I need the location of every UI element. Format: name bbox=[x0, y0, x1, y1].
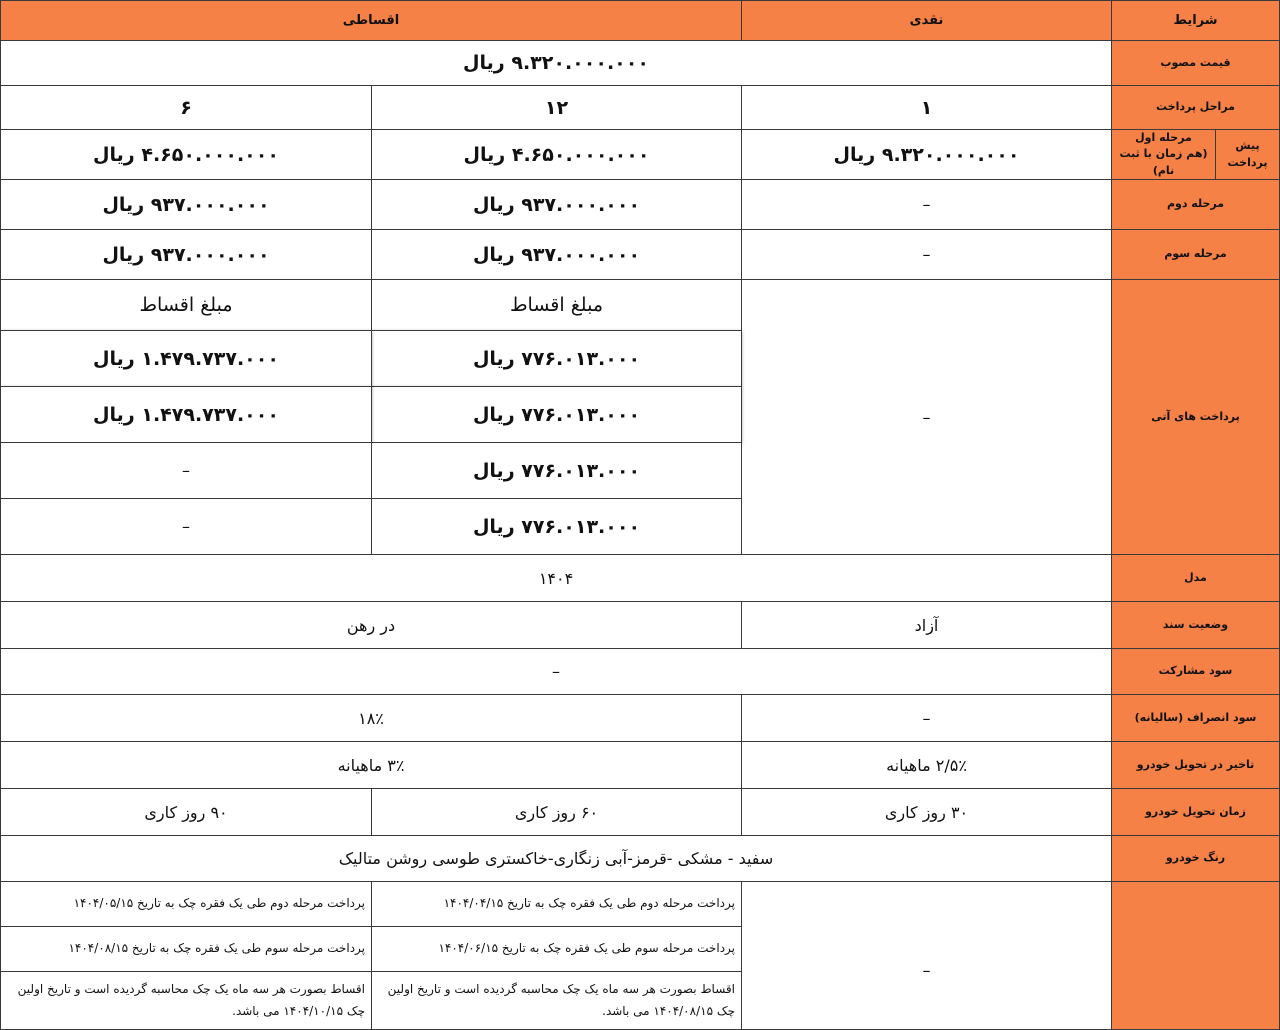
stage3-inst12-text: ۹۳۷.۰۰۰.۰۰۰ ریال bbox=[472, 243, 641, 266]
future-payments-cash bbox=[741, 279, 1112, 555]
future-inst6-value: ۱.۴۷۹.۷۳۷.۰۰۰ ریال bbox=[93, 403, 279, 426]
model-value bbox=[0, 554, 1112, 602]
prepayment-inst6 bbox=[0, 129, 372, 180]
cancellation-profit-installment-text: ۱۸٪ bbox=[358, 708, 384, 728]
future-inst6-row bbox=[0, 330, 372, 387]
label-cancellation-profit bbox=[1111, 694, 1280, 742]
stage3-cash bbox=[741, 229, 1112, 280]
notes-inst12-text: پرداخت مرحله دوم طی یک فقره چک به تاریخ ۱۴۰۴/۰۴/۱۵ bbox=[443, 896, 735, 911]
stage3-inst12 bbox=[371, 229, 742, 280]
label-approved-price bbox=[1111, 40, 1280, 86]
label-stage1-text: مرحله اول bbox=[1135, 130, 1192, 144]
delivery-delay-installment bbox=[0, 741, 742, 789]
document-status-cash bbox=[741, 601, 1112, 649]
label-payment-stages-text: مراحل پرداخت bbox=[1156, 100, 1235, 114]
prepayment-cash-text: ۹.۳۲۰.۰۰۰.۰۰۰ ریال bbox=[833, 143, 1020, 166]
prepayment-inst6-text: ۴.۶۵۰.۰۰۰.۰۰۰ ریال bbox=[93, 143, 279, 166]
notes-inst6-line bbox=[0, 881, 372, 927]
stage2-inst12 bbox=[371, 179, 742, 230]
model-value-text: ۱۴۰۴ bbox=[538, 568, 574, 588]
header-installment bbox=[0, 0, 742, 41]
label-model bbox=[1111, 554, 1280, 602]
future-inst12-header bbox=[371, 279, 742, 331]
stage3-cash-text: – bbox=[922, 245, 931, 264]
delivery-time-cash bbox=[741, 788, 1112, 836]
label-future-payments bbox=[1111, 279, 1280, 555]
future-inst6-row bbox=[0, 386, 372, 443]
label-future-payments-text: پرداخت های آتی bbox=[1151, 409, 1240, 423]
cancellation-profit-cash-text: – bbox=[922, 708, 931, 728]
delivery-time-inst12 bbox=[371, 788, 742, 836]
label-stage3-text: مرحله سوم bbox=[1164, 247, 1227, 261]
label-delivery-time-text: زمان تحویل خودرو bbox=[1145, 804, 1246, 818]
label-cancellation-profit-text: سود انصراف (سالیانه) bbox=[1134, 710, 1257, 724]
label-document-status bbox=[1111, 601, 1280, 649]
future-inst12-value: ۷۷۶.۰۱۳.۰۰۰ ریال bbox=[472, 459, 641, 482]
future-inst12-value: ۷۷۶.۰۱۳.۰۰۰ ریال bbox=[472, 347, 641, 370]
header-conditions-text: شرایط bbox=[1173, 13, 1218, 28]
label-approved-price-text: قیمت مصوب bbox=[1160, 55, 1231, 69]
future-inst6-value: ۱.۴۷۹.۷۳۷.۰۰۰ ریال bbox=[93, 347, 279, 370]
label-delivery-delay-text: تاخیر در تحویل خودرو bbox=[1136, 757, 1255, 771]
stage2-inst6-text: ۹۳۷.۰۰۰.۰۰۰ ریال bbox=[102, 193, 270, 216]
label-stage1-sub: (هم زمان با ثبت نام) bbox=[1119, 147, 1208, 177]
payment-stages-cash bbox=[741, 85, 1112, 130]
prepayment-inst12-text: ۴.۶۵۰.۰۰۰.۰۰۰ ریال bbox=[463, 143, 650, 166]
document-status-cash-text: آزاد bbox=[914, 615, 939, 635]
car-color-text: سفید - مشکی -قرمز-آبی زنگاری-خاکستری طوسی روشن متالیک bbox=[338, 849, 774, 868]
future-inst12-value: ۷۷۶.۰۱۳.۰۰۰ ریال bbox=[472, 515, 641, 538]
payment-stages-inst12-text: ۱۲ bbox=[544, 96, 569, 119]
stage2-cash-text: – bbox=[922, 195, 931, 214]
label-car-color-text: رنگ خودرو bbox=[1165, 851, 1226, 865]
stage2-cash bbox=[741, 179, 1112, 230]
notes-inst6-line bbox=[0, 926, 372, 972]
approved-price-text: ۹.۳۲۰.۰۰۰.۰۰۰ ریال bbox=[463, 52, 649, 74]
label-stage2-text: مرحله دوم bbox=[1166, 197, 1225, 211]
notes-inst6-text: پرداخت مرحله دوم طی یک فقره چک به تاریخ ۱۴۰۴/۰۵/۱۵ bbox=[73, 896, 365, 911]
stage2-inst6 bbox=[0, 179, 372, 230]
notes-inst6-text: اقساط بصورت هر سه ماه یک چک محاسبه گردیده است و تاریخ اولین چک ۱۴۰۴/۱۰/۱۵ می باشد. bbox=[17, 981, 365, 1018]
header-cash bbox=[741, 0, 1112, 41]
prepayment-cash bbox=[741, 129, 1112, 180]
delivery-delay-installment-text: ۳٪ ماهیانه bbox=[337, 755, 405, 775]
label-stage3 bbox=[1111, 229, 1280, 280]
stage2-inst12-text: ۹۳۷.۰۰۰.۰۰۰ ریال bbox=[472, 193, 641, 216]
future-inst12-value: ۷۷۶.۰۱۳.۰۰۰ ریال bbox=[472, 403, 641, 426]
label-notes bbox=[1111, 881, 1280, 1030]
future-payments-cash-text: – bbox=[922, 407, 931, 427]
label-prepayment bbox=[1215, 129, 1280, 180]
partnership-profit-value bbox=[0, 648, 1112, 695]
header-cash-text: نقدی bbox=[909, 13, 944, 28]
notes-inst6-text: پرداخت مرحله سوم طی یک فقره چک به تاریخ ۱۴۰۴/۰۸/۱۵ bbox=[68, 941, 365, 956]
label-delivery-delay bbox=[1111, 741, 1280, 789]
stage3-inst6 bbox=[0, 229, 372, 280]
payment-stages-inst6 bbox=[0, 85, 372, 130]
notes-inst12-text: پرداخت مرحله سوم طی یک فقره چک به تاریخ ۱۴۰۴/۰۶/۱۵ bbox=[438, 941, 735, 956]
future-inst12-row bbox=[371, 330, 742, 387]
payment-stages-cash-text: ۱ bbox=[920, 96, 933, 119]
notes-inst12-line bbox=[371, 971, 742, 1030]
notes-cash-text: – bbox=[922, 961, 931, 980]
future-inst12-row bbox=[371, 498, 742, 555]
label-partnership-profit bbox=[1111, 648, 1280, 695]
delivery-time-inst6-text: ۹۰ روز کاری bbox=[144, 802, 228, 822]
label-model-text: مدل bbox=[1184, 570, 1207, 584]
notes-inst12-text: اقساط بصورت هر سه ماه یک چک محاسبه گردیده است و تاریخ اولین چک ۱۴۰۴/۰۸/۱۵ می باشد. bbox=[387, 981, 735, 1018]
future-inst6-value: – bbox=[182, 461, 190, 480]
stage3-inst6-text: ۹۳۷.۰۰۰.۰۰۰ ریال bbox=[102, 243, 270, 266]
header-conditions bbox=[1111, 0, 1280, 41]
future-inst6-header-text: مبلغ اقساط bbox=[139, 294, 233, 316]
label-stage2 bbox=[1111, 179, 1280, 230]
document-status-installment-text: در رهن bbox=[346, 615, 396, 635]
future-inst6-header bbox=[0, 279, 372, 331]
label-partnership-profit-text: سود مشارکت bbox=[1158, 664, 1233, 678]
future-inst6-value: – bbox=[182, 517, 190, 536]
delivery-time-inst6 bbox=[0, 788, 372, 836]
delivery-delay-cash-text: ۲/۵٪ ماهیانه bbox=[886, 755, 967, 775]
notes-inst6-line bbox=[0, 971, 372, 1030]
partnership-profit-text: – bbox=[552, 662, 560, 681]
label-prepayment-text: پیش پرداخت bbox=[1227, 139, 1268, 169]
payment-stages-inst6-text: ۶ bbox=[180, 96, 192, 119]
cancellation-profit-installment bbox=[0, 694, 742, 742]
label-payment-stages bbox=[1111, 85, 1280, 130]
notes-inst12-line bbox=[371, 881, 742, 927]
delivery-time-inst12-text: ۶۰ روز کاری bbox=[514, 802, 599, 822]
notes-inst12-line bbox=[371, 926, 742, 972]
future-inst12-row bbox=[371, 386, 742, 443]
future-inst12-header-text: مبلغ اقساط bbox=[509, 294, 604, 316]
delivery-delay-cash bbox=[741, 741, 1112, 789]
approved-price-value bbox=[0, 40, 1112, 86]
delivery-time-cash-text: ۳۰ روز کاری bbox=[884, 802, 969, 822]
cancellation-profit-cash bbox=[741, 694, 1112, 742]
car-color-value bbox=[0, 835, 1112, 882]
label-car-color bbox=[1111, 835, 1280, 882]
prepayment-inst12 bbox=[371, 129, 742, 180]
label-document-status-text: وضعیت سند bbox=[1162, 617, 1229, 631]
future-inst12-row bbox=[371, 442, 742, 499]
header-installment-text: اقساطی bbox=[342, 13, 400, 28]
payment-stages-inst12 bbox=[371, 85, 742, 130]
future-inst6-row bbox=[0, 442, 372, 499]
label-delivery-time bbox=[1111, 788, 1280, 836]
notes-cash bbox=[741, 881, 1112, 1030]
label-stage1 bbox=[1111, 129, 1216, 180]
future-inst6-row bbox=[0, 498, 372, 555]
document-status-installment bbox=[0, 601, 742, 649]
